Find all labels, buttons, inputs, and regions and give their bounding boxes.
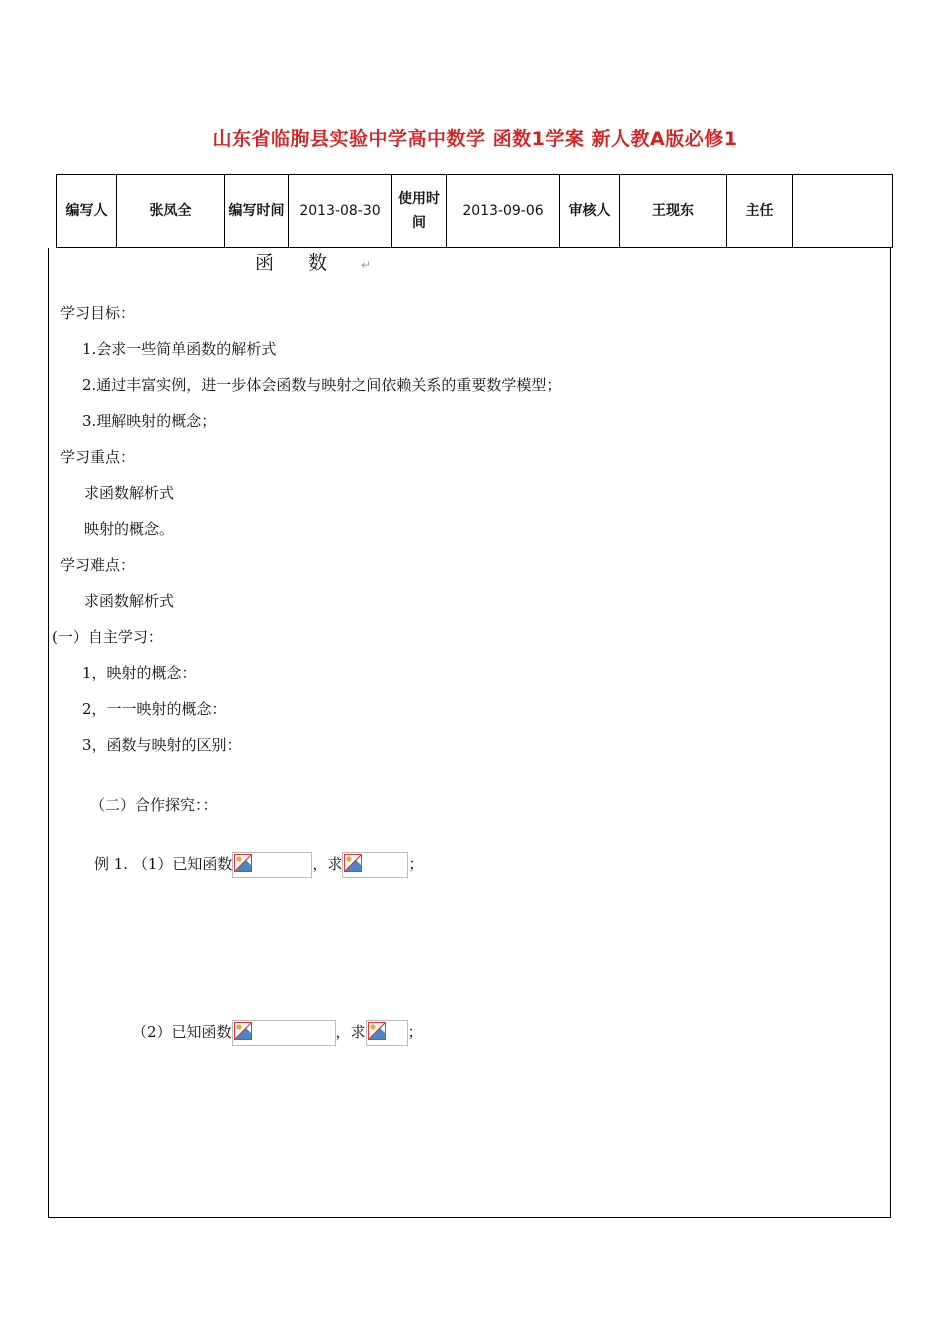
goal-item: 1.会求一些简单函数的解析式 — [82, 340, 277, 358]
use-date: 2013-09-06 — [447, 175, 560, 248]
coop-title: （二）合作探究：： — [90, 796, 218, 814]
goals-title: 学习目标： — [60, 304, 136, 322]
section-heading: 函数↵ — [255, 252, 406, 274]
difficult-point: 求函数解析式 — [84, 592, 175, 610]
broken-image-icon — [234, 1022, 252, 1040]
empty-cell — [793, 175, 893, 248]
self-study-title: (一）自主学习： — [52, 628, 163, 646]
write-date: 2013-08-30 — [289, 175, 392, 248]
formula-image — [342, 852, 408, 878]
reviewer-name: 王现东 — [620, 175, 727, 248]
author-name: 张凤全 — [117, 175, 225, 248]
goal-item: 2.通过丰富实例，进一步体会函数与映射之间依赖关系的重要数学模型； — [82, 376, 562, 394]
key-title: 学习重点： — [60, 448, 136, 466]
info-table — [56, 174, 893, 248]
formula-image — [232, 1020, 336, 1046]
broken-image-icon — [344, 854, 362, 872]
formula-image — [366, 1020, 408, 1046]
role-label: 主任 — [727, 175, 793, 248]
example1-part1: 例 1. （1）已知函数 ，求 ； — [94, 852, 423, 878]
example1-part2: （2）已知函数 ，求 ； — [132, 1020, 423, 1046]
difficult-title: 学习难点： — [60, 556, 136, 574]
broken-image-icon — [368, 1022, 386, 1040]
document-title: 山东省临朐县实验中学高中数学 函数1学案 新人教A版必修1 — [212, 128, 738, 150]
write-time-label: 编写时间 — [225, 175, 289, 248]
self-study-item: 3，函数与映射的区别： — [82, 736, 242, 754]
key-point: 映射的概念。 — [84, 520, 175, 538]
formula-image — [232, 852, 312, 878]
self-study-item: 2，一一映射的概念： — [82, 700, 227, 718]
use-time-label: 使用时间 — [392, 175, 447, 248]
reviewer-label: 审核人 — [560, 175, 620, 248]
key-point: 求函数解析式 — [84, 484, 175, 502]
broken-image-icon — [234, 854, 252, 872]
return-mark: ↵ — [361, 258, 406, 272]
self-study-item: 1，映射的概念： — [82, 664, 197, 682]
goal-item: 3.理解映射的概念； — [82, 412, 217, 430]
author-label: 编写人 — [57, 175, 117, 248]
